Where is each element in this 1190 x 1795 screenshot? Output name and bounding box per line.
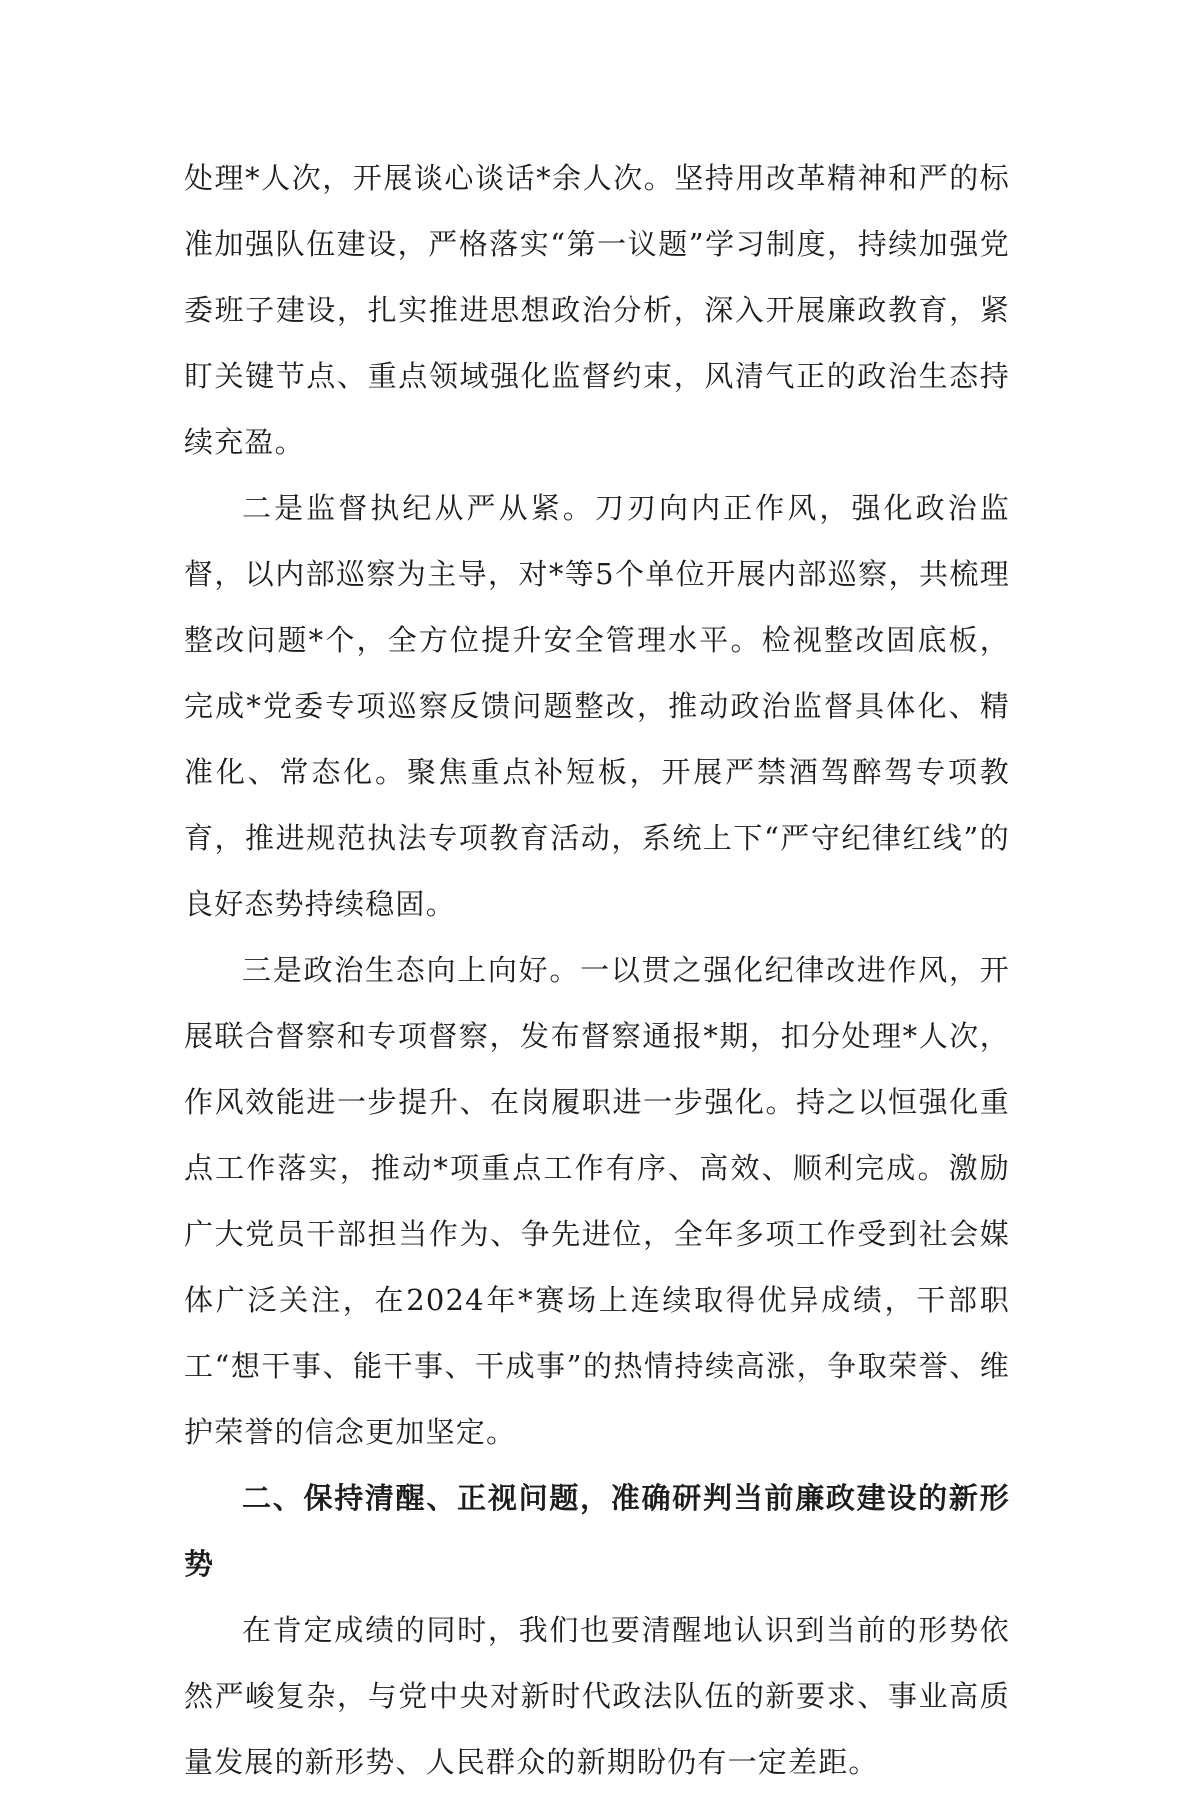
document-body [184,145,1010,1795]
paragraph-continuation: 处理*人次，开展谈心谈话*余人次。坚持用改革精神和严的标准加强队伍建设，严格落实“第一议题”学习制度，持续加强党委班子建设，扎实推进思想政治分析，深入开展廉政教育，紧盯关键节点、重点领域强化监督约束，风清气正的政治生态持续充盈。 [184,161,1010,459]
section-heading: 二、保持清醒、正视问题，准确研判当前廉政建设的新形势 [184,1481,1010,1581]
paragraph-political-ecology: 三是政治生态向上向好。一以贯之强化纪律改进作风，开展联合督察和专项督察，发布督察通报*期，扣分处理*人次，作风效能进一步提升、在岗履职进一步强化。持之以恒强化重点工作落实，推动*项重点工作有序、高效、顺利完成。激励广大党员干部担当作为、争先进位，全年多项工作受到社会媒体广泛关注，在2024年*赛场上连续取得优异成绩，干部职工“想干事、能干事、干成事”的热情持续高涨，争取荣誉、维护荣誉的信念更加坚定。 [184,953,1010,1449]
paragraph-supervision: 二是监督执纪从严从紧。刀刃向内正作风，强化政治监督，以内部巡察为主导，对*等5个单位开展内部巡察，共梳理整改问题*个，全方位提升安全管理水平。检视整改固底板，完成*党委专项巡察反馈问题整改，推动政治监督具体化、精准化、常态化。聚焦重点补短板，开展严禁酒驾醉驾专项教育，推进规范执法专项教育活动，系统上下“严守纪律红线”的良好态势持续稳固。 [184,491,1010,921]
paragraph-situation: 在肯定成绩的同时，我们也要清醒地认识到当前的形势依然严峻复杂，与党中央对新时代政法队伍的新要求、事业高质量发展的新形势、人民群众的新期盼仍有一定差距。 [184,1613,1010,1779]
